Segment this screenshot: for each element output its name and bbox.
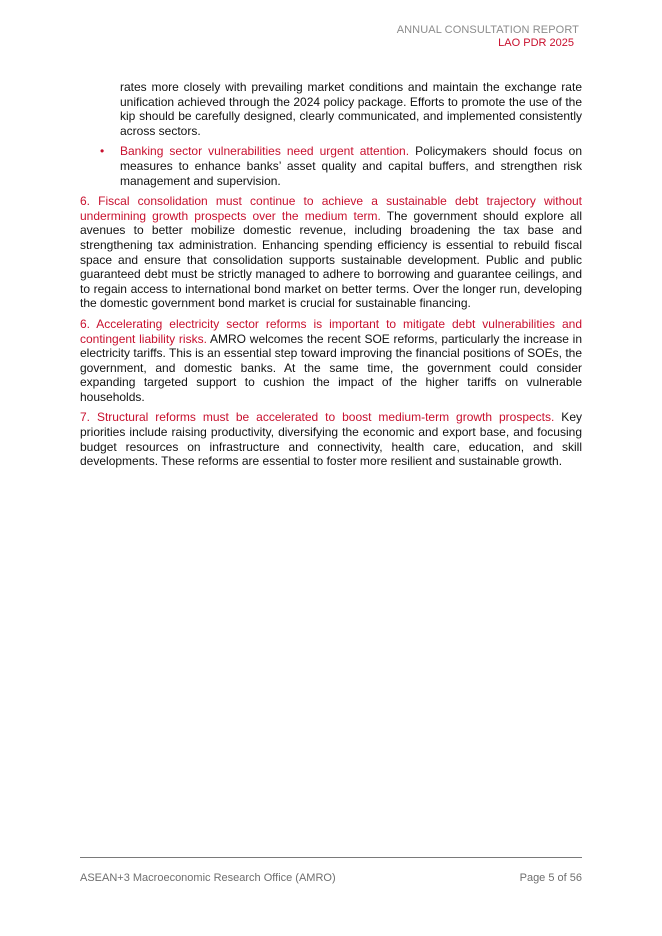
report-country-year: LAO PDR 2025 (498, 37, 574, 49)
footer-organization: ASEAN+3 Macroeconomic Research Office (AMRO) (80, 872, 336, 884)
report-title: ANNUAL CONSULTATION REPORT (396, 24, 579, 36)
paragraph-structural-reforms (80, 410, 582, 468)
paragraph-fiscal-consolidation (80, 194, 582, 311)
continuation-paragraph: rates more closely with prevailing market conditions and maintain the exchange rate unification achieved through the 2024 policy package. Efforts to promote the use of the kip should be carefully designed, clearly communicated, and implemented consistently across sectors. (120, 80, 582, 138)
paragraph-lead: 6. Fiscal consolidation must continue to achieve a sustainable debt trajectory without undermining growth prospects over the medium term. (80, 194, 582, 223)
paragraph-text: AMRO welcomes the recent SOE reforms, particularly the increase in electricity tariffs. This is an essential step toward improving the financial positions of SOEs, the government, and domestic banks. At the same time, the government could consider expanding targeted support to cushion the impact of the higher tariffs on vulnerable households. (80, 331, 582, 404)
paragraph-lead: 7. Structural reforms must be accelerated to boost medium-term growth prospects. (80, 410, 555, 425)
paragraph-text: The government should explore all avenues to better mobilize domestic revenue, including broadening the tax base and strengthening tax administration. Enhancing spending efficiency is essential to rebuild fiscal space and ensure that consolidation supports sustainable development. Public and public guaranteed debt must be strictly managed to adhere to borrowing and guarantee ceilings, and to regain access to international bond market on better terms. Over the longer run, developing the domestic government bond market is crucial for sustainable financing. (80, 208, 582, 311)
bullet-text: Policymakers should focus on measures to enhance banks’ asset quality and capital buffers, and strengthen risk management and supervision. (120, 144, 583, 188)
footer-divider (80, 857, 582, 858)
bullet-dot-icon: • (100, 144, 105, 159)
page-number: Page 5 of 56 (519, 872, 582, 884)
paragraph-lead: 6. Accelerating electricity sector reforms is important to mitigate debt vulnerabilities and contingent liability risks. (80, 316, 582, 346)
page-header (397, 24, 579, 50)
paragraph-electricity-reforms (80, 317, 582, 405)
paragraph-text: Key priorities include raising productivity, diversifying the economic and export base, and focusing budget resources on infrastructure and connectivity, health care, education, and skill developments. These reforms are essential to foster more resilient and sustainable growth. (80, 410, 582, 469)
bullet-item-banking (80, 144, 582, 188)
bullet-list (80, 144, 582, 188)
document-body (80, 80, 582, 475)
bullet-lead: Banking sector vulnerabilities need urgent attention. (120, 144, 410, 159)
